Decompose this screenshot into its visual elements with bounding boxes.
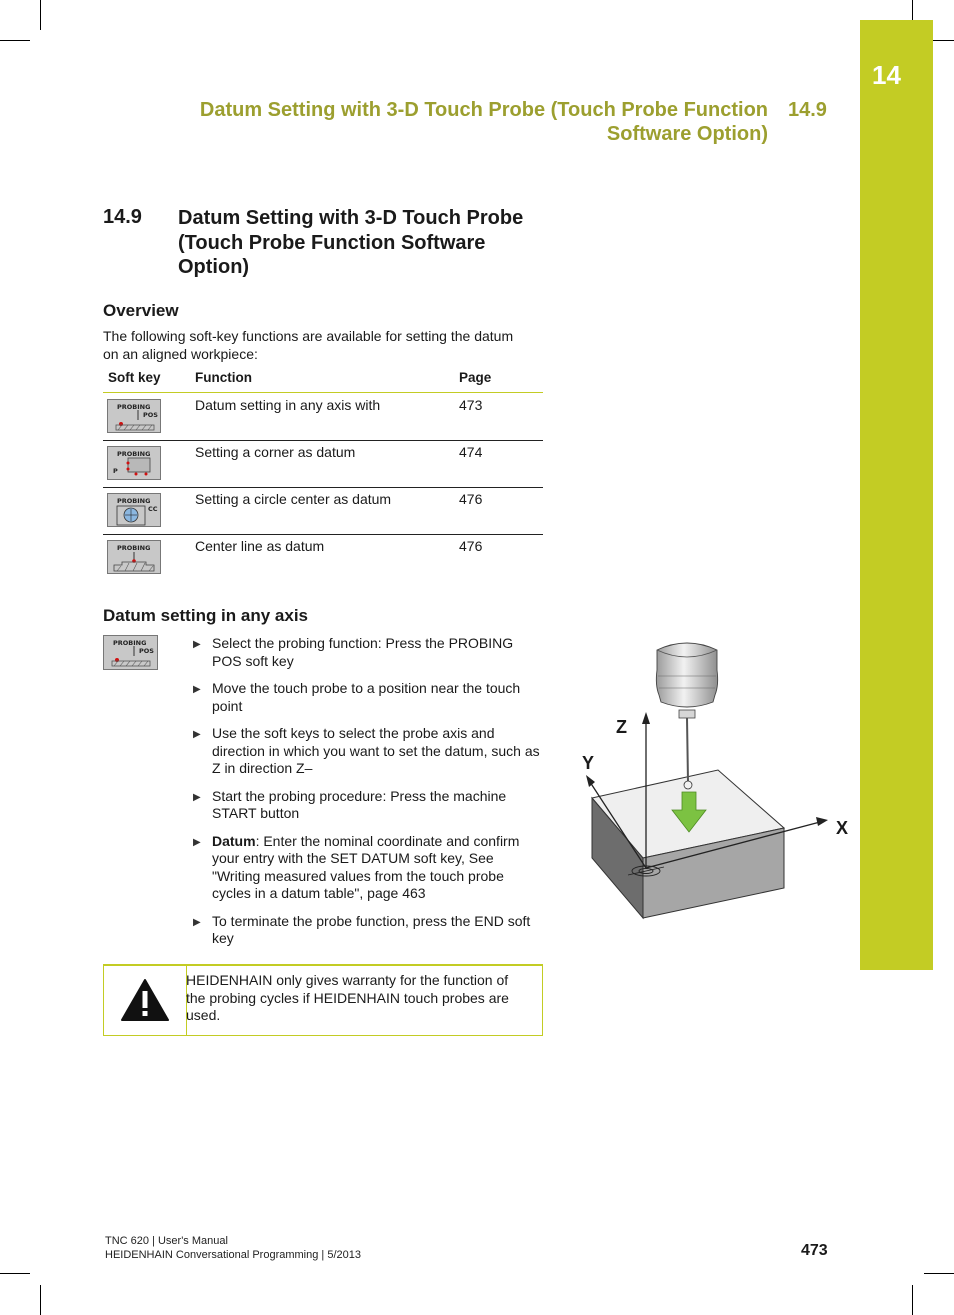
running-head-line2: Software Option)	[606, 123, 768, 145]
running-head	[200, 98, 768, 146]
chapter-number: 14	[872, 60, 901, 90]
table-header-function: Function	[195, 370, 252, 385]
list-item	[192, 788, 544, 823]
probe-pos-icon	[108, 400, 160, 432]
table-cell-function: Center line as datum	[195, 538, 325, 554]
probe-corner-icon	[108, 447, 160, 479]
probe-circle-icon	[108, 494, 160, 526]
probe-centerline-icon	[108, 541, 160, 573]
table-header-rule	[103, 392, 543, 393]
section-number: 14.9	[103, 206, 142, 228]
crop-mark	[40, 1285, 41, 1315]
softkey-label-secondary: POS	[139, 647, 154, 655]
procedure-steps	[192, 635, 544, 958]
list-item	[192, 725, 544, 778]
triangle-bullet-icon: ▶	[193, 791, 201, 803]
section-title-line3: Option)	[178, 256, 250, 278]
overview-intro-line2: on an aligned workpiece:	[103, 346, 258, 362]
softkey-probing-pos[interactable]	[103, 635, 158, 670]
table-cell-page: 476	[459, 538, 483, 554]
triangle-bullet-icon: ▶	[193, 836, 201, 848]
warning-icon	[120, 978, 170, 1022]
step-text: Select the probing function: Press the PROBING POS soft key	[212, 635, 514, 669]
running-head-number: 14.9	[788, 99, 827, 121]
softkey-label-secondary: POS	[143, 411, 158, 419]
crop-mark	[40, 0, 41, 30]
table-cell-function: Setting a circle center as datum	[195, 491, 392, 507]
softkey-label: PROBING	[117, 403, 151, 411]
footer	[105, 1234, 361, 1262]
softkey-probing-corner[interactable]	[107, 446, 161, 480]
axis-label-y: Y	[582, 753, 595, 773]
section-title-line2: (Touch Probe Function Software	[178, 231, 486, 254]
list-item	[192, 913, 544, 948]
step-bold: Datum	[212, 832, 256, 849]
softkey-label: PROBING	[117, 497, 151, 505]
crop-mark	[912, 1285, 913, 1315]
table-cell-page: 473	[459, 397, 483, 413]
triangle-bullet-icon: ▶	[193, 684, 201, 695]
page-number: 473	[801, 1242, 828, 1259]
list-item	[192, 833, 544, 903]
step-text: Move the touch probe to a position near the touch point	[212, 680, 521, 714]
crop-mark	[924, 1273, 954, 1274]
crop-mark	[912, 0, 913, 20]
overview-intro	[103, 327, 553, 363]
triangle-bullet-icon: ▶	[193, 639, 201, 650]
crop-mark	[0, 1273, 30, 1274]
triangle-bullet-icon: ▶	[193, 916, 201, 928]
datum-any-axis-heading: Datum setting in any axis	[103, 606, 308, 625]
running-head-line1: Datum Setting with 3-D Touch Probe (Touch Probe Function	[199, 99, 768, 121]
touch-probe-illustration	[570, 630, 860, 930]
table-cell-page: 474	[459, 444, 483, 460]
list-item	[192, 680, 544, 715]
overview-intro-line1: The following soft-key functions are available for setting the datum	[103, 328, 514, 344]
step-text: Start the probing procedure: Press the machine START button	[212, 787, 507, 821]
softkey-label: PROBING	[113, 639, 147, 647]
softkey-probing-circle[interactable]	[107, 493, 161, 527]
axis-label-x: X	[836, 818, 849, 838]
table-header-page: Page	[459, 370, 492, 385]
crop-mark	[0, 40, 30, 41]
softkey-label: PROBING	[117, 544, 151, 552]
step-text: Use the soft keys to select the probe axis and direction in which you want to set the datum, such as Z in direction Z–	[212, 725, 540, 776]
chapter-tab	[860, 20, 933, 970]
probe-pos-icon	[104, 636, 157, 669]
list-item	[192, 635, 544, 670]
table-header-softkey: Soft key	[108, 370, 161, 385]
softkey-probing-pos[interactable]	[107, 399, 161, 433]
table-row-rule	[103, 440, 543, 441]
table-cell-page: 476	[459, 491, 483, 507]
softkey-probing-centerline[interactable]	[107, 540, 161, 574]
step-text: To terminate the probe function, press the END soft key	[212, 912, 531, 946]
softkey-label: PROBING	[117, 450, 151, 458]
overview-heading: Overview	[103, 301, 179, 320]
step-text: : Enter the nominal coordinate and confirm your entry with the SET DATUM soft key, See "Writing measured values from the touch probe cycles in a datum table", page 463	[212, 832, 520, 901]
softkey-label-secondary: CC	[148, 505, 158, 513]
footer-line1: TNC 620 | User's Manual	[105, 1235, 228, 1247]
table-row-rule	[103, 534, 543, 535]
table-cell-function: Datum setting in any axis with	[195, 397, 381, 413]
table-row-rule	[103, 487, 543, 488]
triangle-bullet-icon: ▶	[193, 729, 201, 740]
axis-label-z: Z	[616, 717, 627, 737]
section-title-line1: Datum Setting with 3-D Touch Probe	[178, 207, 524, 229]
section-title	[178, 206, 558, 280]
warning-text: HEIDENHAIN only gives warranty for the function of the probing cycles if HEIDENHAIN touch probes are used.	[186, 972, 509, 1023]
footer-line2: HEIDENHAIN Conversational Programming | 5/2013	[105, 1249, 361, 1261]
table-cell-function: Setting a corner as datum	[195, 444, 356, 460]
softkey-label-secondary: P	[113, 467, 118, 475]
